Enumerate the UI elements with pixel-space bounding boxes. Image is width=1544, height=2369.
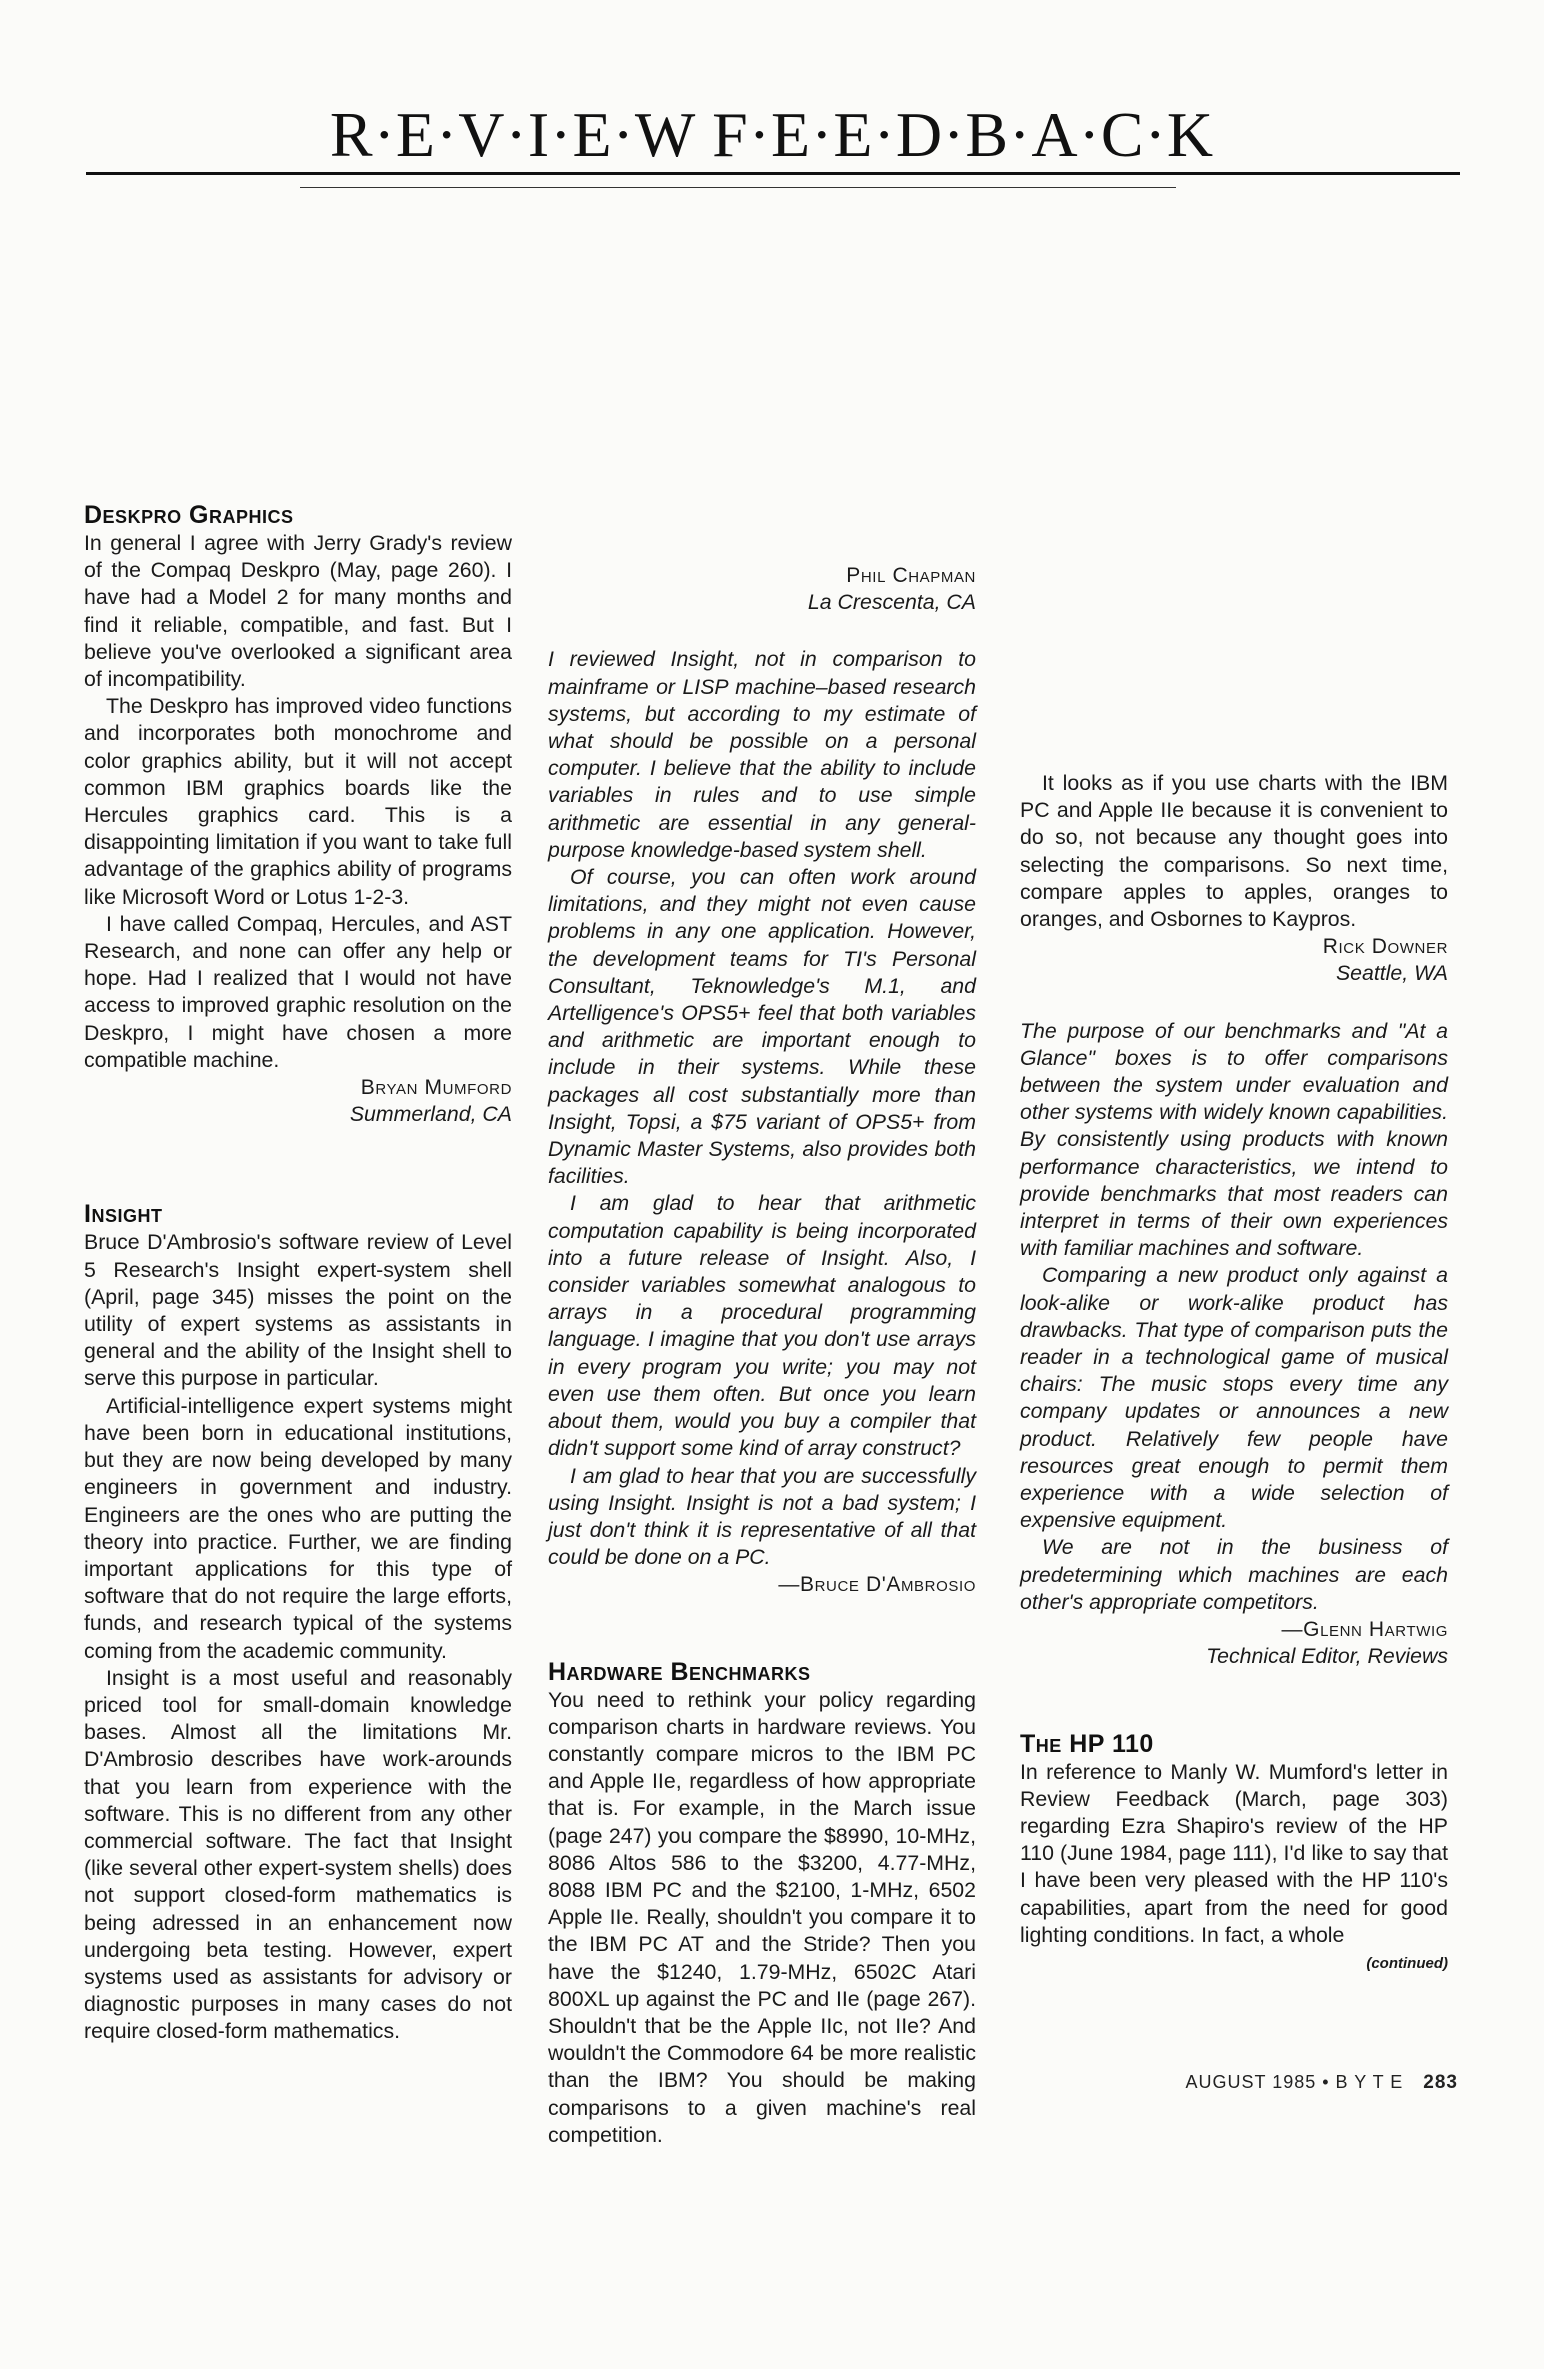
issue-label: AUGUST 1985 • B Y T E — [1185, 2072, 1404, 2092]
benchmarks-paragraph: You need to rethink your policy regarding comparison charts in hardware reviews. You constantly compare micros to the IBM PC and Apple IIe, regardless of how appropriate that is. For example, in the March issue (page 247) you compare the $8990, 10-MHz, 8086 Altos 586 to the $3200, 4.77-MHz, 8088 IBM PC and the $2100, 1-MHz, 6502 Apple IIe. Really, shouldn't you compare it to the IBM PC AT and the Stride? Then you have the $1240, 1.79-MHz, 6502C Atari 800XL up against the PC and IIe (page 267). Shouldn't that be the Apple IIc, not IIe? And wouldn't the Commodore 64 be more realistic than the IBM? You should be making comparisons to a given machine's real competition. — [548, 1687, 976, 2147]
signature-place: Summerland, CA — [349, 1102, 512, 1127]
deskpro-paragraph: I have called Compaq, Hercules, and AST Research, and none can offer any help or hope. Had I realized that I would not have access to improved graphic resolution on the Deskpro, I might have chosen a more compatible machine. — [84, 911, 512, 1072]
column-3 — [1020, 500, 1448, 1975]
editor-reply-paragraph: Comparing a new product only against a look-alike or work-alike product has drawbacks. That type of comparison puts the reader in a technological game of musical chairs: The music stops every time any company updates or announces a new product. Relatively few people have resources great enough to permit them experience with a wide selection of expensive equipment. — [1020, 1263, 1448, 1533]
signature-title: Technical Editor, Reviews — [1206, 1644, 1448, 1669]
page-number: 283 — [1423, 2072, 1458, 2093]
signature-name: Bryan Mumford — [360, 1076, 512, 1100]
header-rule — [86, 172, 1460, 175]
signature-name: —Glenn Hartwig — [1281, 1618, 1448, 1642]
benchmarks-paragraph-continued — [1020, 500, 1448, 770]
header-subrule — [300, 187, 1176, 188]
insight-paragraph: Insight is a most useful and reasonably priced tool for small-domain knowledge bases. Almost all the limitations Mr. D'Ambrosio describes have work-arounds that you learn from experience with the software. This is no different from any other commercial software. The fact that Insight (like several other expert-system shells) does not support closed-form mathematics is being adressed in an enhancement now undergoing beta testing. However, expert systems used as assistants for advisory or diagnostic purposes in many cases do not require closed-form mathematics. — [84, 1665, 512, 2044]
signature-place: Seattle, WA — [1335, 961, 1448, 986]
benchmarks-heading: Hardware Benchmarks — [548, 1657, 811, 1686]
insight-signature — [548, 562, 976, 616]
insight-paragraph-continued — [548, 500, 976, 562]
reply-signature — [548, 1571, 976, 1598]
deskpro-paragraph: The Deskpro has improved video functions and incorporates both monochrome and color graphics ability, but it will not accept common IBM graphics boards like the Hercules graphics card. This is a disappointing limitation if you want to take full advantage of the graphics ability of programs like Microsoft Word or Lotus 1-2-3. — [84, 694, 512, 909]
hp110-paragraph: In reference to Manly W. Mumford's letter in Review Feedback (March, page 303) regarding Ezra Shapiro's review of the HP 110 (June 1984, page 111), I'd like to say that I have been very pleased with the HP 110's capabilities, apart from the need for good lighting conditions. In fact, a whole — [1020, 1759, 1448, 1947]
editor-reply-paragraph: Of course, you can often work around limitations, and they might not even cause problems in any one application. However, the development teams for TI's Personal Consultant, Teknowledge's M.1, and Artelligence's OPS5+ feel that both variables and arithmetic are important enough to include in their systems. While these packages all cost substantially more than Insight, Topsi, a $75 variant of OPS5+ from Dynamic Master Systems, also provides both facilities. — [548, 865, 976, 1189]
continued-label: (continued) — [1366, 1954, 1448, 1972]
page-footer — [1186, 2072, 1458, 2094]
deskpro-paragraph: In general I agree with Jerry Grady's review of the Compaq Deskpro (May, page 260). I have had a Model 2 for many months and find it reliable, compatible, and fast. But I believe you've overlooked a significant area of incompatibility. — [84, 531, 512, 692]
signature-place: La Crescenta, CA — [807, 590, 976, 615]
column-2 — [548, 500, 976, 2147]
signature-name: Phil Chapman — [846, 564, 976, 587]
editor-reply-paragraph: I am glad to hear that arithmetic computation capability is being incorporated into a future release of Insight. Also, I consider variables somewhat analogous to arrays in a procedural programming language. I imagine that you don't use arrays in every program you write; you may not even use them often. But once you learn about them, would you buy a compiler that didn't support some kind of array construct? — [548, 1191, 976, 1461]
signature-name: Rick Downer — [1322, 935, 1448, 959]
signature-name: —Bruce D'Ambrosio — [778, 1573, 976, 1597]
hp110-heading: The HP 110 — [1020, 1729, 1154, 1758]
benchmarks-signature — [1020, 933, 1448, 987]
deskpro-signature — [84, 1074, 512, 1128]
insight-heading: Insight — [84, 1200, 163, 1229]
page-title: R·E·V·I·E·W F·E·E·D·B·A·C·K — [329, 99, 1215, 170]
editor-reply-paragraph: I reviewed Insight, not in comparison to mainframe or LISP machine–based research systems, but according to my estimate of what should be possible on a personal computer. I believe that the ability to include variables in rules and to use simple arithmetic are essential in any general-purpose knowledge-based system shell. — [548, 647, 976, 862]
insight-paragraph: Bruce D'Ambrosio's software review of Level 5 Research's Insight expert-system shell (April, page 345) misses the point on the utility of expert systems as assistants in general and the ability of the Insight shell to serve this purpose in particular. — [84, 1230, 512, 1391]
column-1 — [84, 500, 512, 2369]
reply-signature — [1020, 1616, 1448, 1670]
editor-reply-paragraph: The purpose of our benchmarks and "At a Glance" boxes is to offer comparisons between the system under evaluation and other systems with widely known capabilities. By consistently using products with known performance characteristics, we intend to provide benchmarks that most readers can interpret in terms of their own experiences with familiar machines and software. — [1020, 1018, 1448, 1261]
editor-reply-paragraph: I am glad to hear that you are successfully using Insight. Insight is not a bad system; I just don't think it is representative of all that could be done on a PC. — [548, 1463, 976, 1570]
insight-paragraph: Artificial-intelligence expert systems might have been born in educational institutions, but they are now being developed by many engineers in government and industry. Engineers are the ones who are putting the theory into practice. Further, we are finding important applications for this type of software that do not require the large efforts, funds, and research typical of the systems coming from the academic community. — [84, 1393, 512, 1663]
benchmarks-paragraph: It looks as if you use charts with the IBM PC and Apple IIe because it is convenient to do so, not because any thought goes into selecting the comparisons. So next time, compare apples to apples, oranges to oranges, and Osbornes to Kaypros. — [1020, 771, 1448, 932]
deskpro-heading: Deskpro Graphics — [84, 501, 294, 529]
editor-reply-paragraph: We are not in the business of predetermining which machines are each other's appropriate competitors. — [1020, 1535, 1448, 1614]
